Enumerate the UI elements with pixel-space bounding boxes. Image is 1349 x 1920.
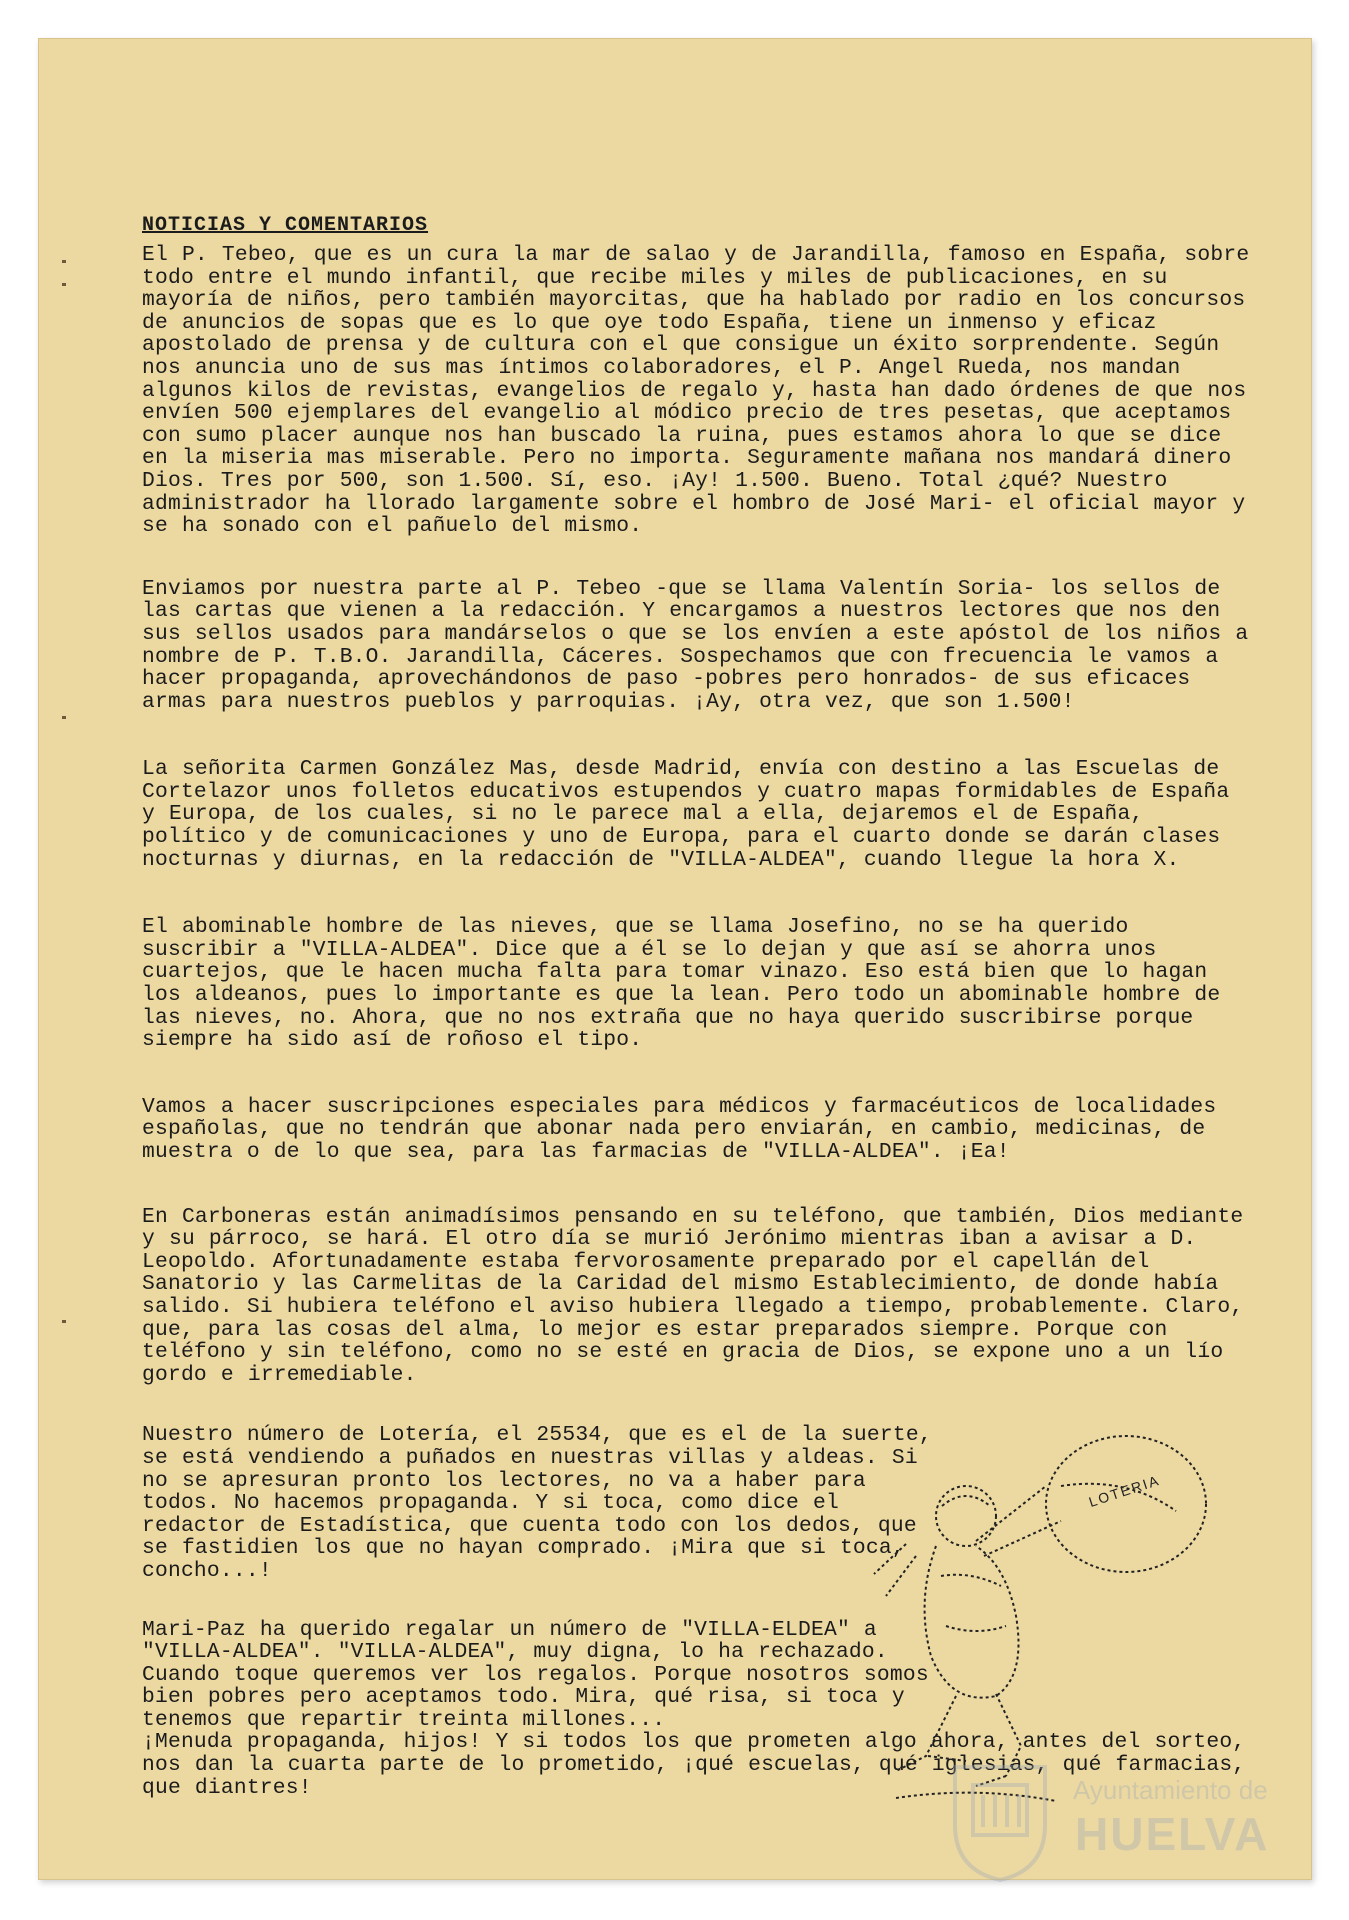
watermark-line-2: HUELVA (1075, 1808, 1270, 1860)
margin-mark (62, 260, 66, 263)
document-title: NOTICIAS_Y_COMENTARIOS (142, 214, 429, 237)
margin-mark (62, 716, 66, 719)
paragraph-maripaz: Mari-Paz ha querido regalar un número de "VILLA-ELDEA" a "VILLA-ALDEA". "VILLA-ALDEA", muy digna, lo ha rechazado. Cuando toque queremos ver los regalos. Porque nosotros somos bien pobres pero aceptamos todo. Mira, qué risa, si toca y tenemos que repartir treinta millones... (142, 1617, 929, 1732)
ayuntamiento-watermark (935, 1755, 1275, 1885)
paragraph-carboneras: En Carboneras están animadísimos pensando en su teléfono, que también, Dios mediante y su párroco, se hará. El otro día se murió Jerónimo mientras iban a avisar a D. Leopoldo. Afortunadamente estaba fervorosamente preparado por el capellán del Sanatorio y las Carmelitas de la Caridad del mismo Establecimiento, de donde había salido. Si hubiera teléfono el aviso hubiera llegado a tiempo, probablemente. Claro, que, para las cosas del alma, lo mejor es estar preparados siempre. Porque con teléfono y sin teléfono, como no se esté en gracia de Dios, se expone uno a un lío gordo e irremediable. (142, 1204, 1244, 1387)
margin-mark (62, 283, 66, 286)
margin-mark (62, 1320, 66, 1323)
paragraph-propaganda: ¡Menuda propaganda, hijos! Y si todos los que prometen algo ahora, antes del sorteo, nos dan la cuarta parte de lo prometido, ¡qué escuelas, qué iglesias, qué farmacias, que diantres! (142, 1730, 1246, 1800)
coat-of-arms-icon (935, 1755, 1065, 1885)
paragraph-josefino: El abominable hombre de las nieves, que se llama Josefino, no se ha querido suscribir a "VILLA-ALDEA". Dice que a él se lo dejan y que así se ahorra unos cuartejos, que le hacen mucha falta para tomar vinazo. Eso está bien que lo hagan los aldeanos, pues lo importante es que la lean. Pero todo un abominable hombre de las nieves, no. Ahora, que no nos extraña que no haya querido suscribirse porque siempre ha sido así de roñoso el tipo. (142, 915, 1221, 1053)
lottery-label: LOTERIA (1086, 1471, 1162, 1510)
paragraph-sellos: Enviamos por nuestra parte al P. Tebeo -que se llama Valentín Soria- los sellos de las cartas que vienen a la redacción. Y encargamos a nuestros lectores que nos den sus sellos usados para mandárselos o que se los envíen a este apóstol de los niños a nombre de P. T.B.O. Jarandilla, Cáceres. Sospechamos que con frecuencia le vamos a hacer propaganda, aprovechándonos de paso -pobres pero honrados- de sus eficaces armas para nuestros pueblos y parroquias. ¡Ay, otra vez, que son 1.500! (142, 576, 1249, 714)
paragraph-loteria: Nuestro número de Lotería, el 25534, que es el de la suerte, se está vendiendo a puñados en nuestras villas y aldeas. Si no se apresuran pronto los lectores, no va a haber para todos. No hacemos propaganda. Y si toca, como dice el redactor de Estadística, que cuenta todo con los dedos, que se fastidien los que no hayan comprado. ¡Mira que si toca, concho...! (142, 1423, 932, 1583)
paragraph-suscripciones: Vamos a hacer suscripciones especiales para médicos y farmacéuticos de localidades españolas, que no tendrán que abonar nada pero enviarán, en cambio, medicinas, de muestra o de lo que sea, para las farmacias de "VILLA-ALDEA". ¡Ea! (142, 1094, 1217, 1164)
watermark-line-1: Ayuntamiento de (1073, 1775, 1268, 1805)
paragraph-carmen: La señorita Carmen González Mas, desde Madrid, envía con destino a las Escuelas de Cortelazor unos folletos educativos estupendos y cuatro mapas formidables de España y Europa, de los cuales, si no le parece mal a ella, dejaremos el de España, político y de comunicaciones y uno de Europa, para el cuarto donde se darán clases nocturnas y diurnas, en la redacción de "VILLA-ALDEA", cuando llegue la hora X. (142, 757, 1230, 872)
paragraph-tebeo: El P. Tebeo, que es un cura la mar de salao y de Jarandilla, famoso en España, sobre todo entre el mundo infantil, que recibe miles y miles de publicaciones, en su mayoría de niños, pero también mayorcitas, que ha hablado por radio en los concursos de anuncios de sopas que es lo que oye todo España, tiene un inmenso y eficaz apostolado de prensa y de cultura con el que consigue un éxito sorprendente. Según nos anuncia uno de sus mas íntimos colaboradores, el P. Angel Rueda, nos mandan algunos kilos de revistas, evangelios de regalo y, hasta han dado órdenes de que nos envíen 500 ejemplares del evangelio al módico precio de tres pesetas, que aceptamos con sumo placer aunque nos han buscado la ruina, pues estamos ahora lo que se dice en la miseria mas miserable. Pero no importa. Seguramente mañana nos mandará dinero Dios. Tres por 500, son 1.500. Sí, eso. ¡Ay! 1.500. Bueno. Total ¿qué? Nuestro administrador ha llorado largamente sobre el hombro de José Mari- el oficial mayor y se ha sonado con el pañuelo del mismo. (142, 243, 1250, 539)
